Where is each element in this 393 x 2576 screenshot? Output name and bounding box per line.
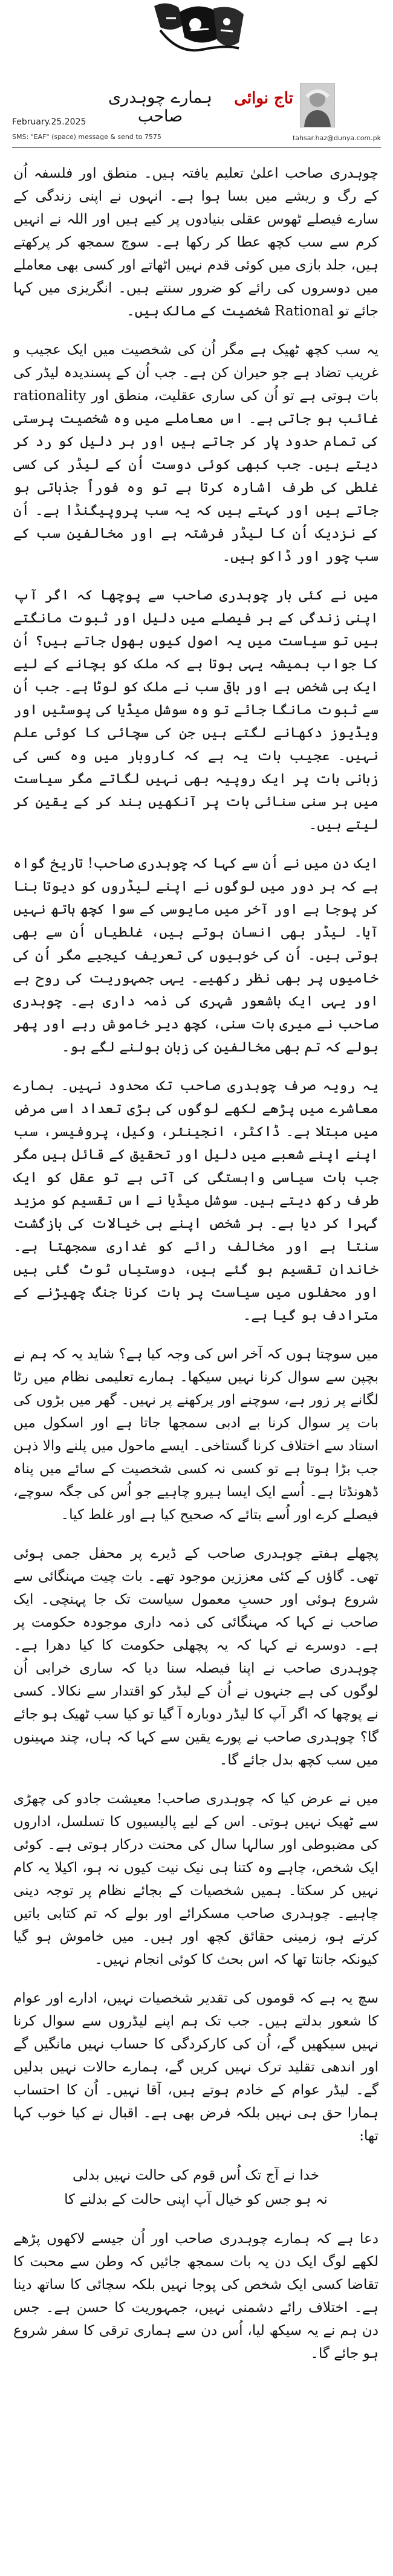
paragraph: دعا ہے کہ ہمارے چوہدری صاحب اور اُن جیسے لاکھوں پڑھے لکھے لوگ ایک دن یہ بات سمجھ جائیں کہ وطن سے محبت کا تقاضا کسی ایک شخص کی پوجا نہیں بلکہ سچائی کا ساتھ دینا ہے۔ اختلاف رائے دشمنی نہیں، جمہوریت کا حسن ہے۔ جس دن ہم نے یہ سیکھ لیا، اُس دن سے ہماری ترقی کا سفر شروع ہو جائے گا۔	[13, 2231, 378, 2361]
logo-graphic	[142, 0, 252, 60]
author-email[interactable]: tahsar.haz@dunya.com.pk	[292, 134, 381, 142]
paragraph: ایک دن میں نے اُن سے کہا کہ چوہدری صاحب! تاریخ گواہ ہے کہ ہر دور میں لوگوں نے اپنے لیڈروں کو دیوتا بنا کر پوجا ہے اور آخر میں مایوسی کے سوا کچھ ہاتھ نہیں آیا۔ لیڈر بھی انسان ہوتے ہیں، غلطیاں اُن سے بھی ہوتی ہیں۔ اُن کی خوبیوں کی تعریف کیجیے مگر اُن کی خامیوں پر بھی نظر رکھیے۔ یہی جمہوریت کی روح ہے اور یہی ایک باشعور شہری کی ذمہ داری ہے۔ چوہدری صاحب نے میری بات سنی، کچھ دیر خاموش رہے اور پھر بولے کہ تم بھی مخالفین کی زبان بولنے لگے ہو۔	[13, 856, 378, 1055]
poetry-verse: خدا نے آج تک اُس قوم کی حالت نہیں بدلی نہ ہو جس کو خیال آپ اپنی حالت کے بدلنے کا	[64, 2168, 328, 2207]
paragraph: پچھلے ہفتے چوہدری صاحب کے ڈیرے پر محفل جمی ہوئی تھی۔ گاؤں کے کئی معززین موجود تھے۔ بات چیت مہنگائی سے شروع ہوئی اور حسبِ معمول سیاست تک جا پہنچی۔ ایک صاحب نے کہا کہ مہنگائی کی ذمہ داری موجودہ حکومت پر ہے۔ دوسرے نے کہا کہ یہ پچھلی حکومت کا کیا دھرا ہے۔ چوہدری صاحب نے اپنا فیصلہ سنا دیا کہ ساری خرابی اُن لوگوں کی ہے جنہوں نے اُن کے لیڈر کو اقتدار سے نکالا۔ کسی نے پوچھا کہ اگر آپ کا لیڈر دوبارہ آ گیا تو کیا سب ٹھیک ہو جائے گا؟ چوہدری صاحب نے پورے یقین سے کہا کہ ہاں، چند مہینوں میں سب کچھ بدل جائے گا۔	[13, 1546, 378, 1768]
author-photo	[300, 83, 335, 128]
column-header	[0, 80, 393, 162]
paragraph: چوہدری صاحب اعلیٰ تعلیم یافتہ ہیں۔ منطق اور فلسفہ اُن کے رگ و ریشے میں بسا ہوا ہے۔ انہوں نے اپنی زندگی کے سارے فیصلے ٹھوس عقلی بنیادوں پر کیے ہیں اور اللہ نے انہیں کرم سے سب کچھ عطا کر رکھا ہے۔ سوچ سمجھ کر پرکھتے ہیں، جلد بازی میں کوئی قدم نہیں اٹھاتے اور کسی بھی معاملے میں دوسروں کی رائے کو ضرور سنتے ہیں۔ انگریزی میں کہا جائے تو Rational شخصیت کے مالک ہیں۔	[13, 166, 378, 319]
paragraph: میں نے کئی بار چوہدری صاحب سے پوچھا کہ اگر آپ اپنی زندگی کے ہر فیصلے میں دلیل اور ثبوت مانگتے ہیں تو سیاست میں یہ اصول کیوں بھول جاتے ہیں؟ اُن کا جواب ہمیشہ یہی ہوتا ہے کہ ملک کو بچانے کے لیے ایک ہی شخص ہے اور باقی سب نے ملک کو لوٹا ہے۔ جب اُن سے ثبوت مانگا جائے تو وہ سوشل میڈیا کی پوسٹیں اور ویڈیوز دکھانے لگتے ہیں جن کی سچائی کا کوئی علم نہیں۔ عجیب بات یہ ہے کہ کاروبار میں وہ کسی کی زبانی بات پر ایک روپیہ بھی نہیں لگاتے مگر سیاست میں ہر سنی سنائی بات پر آنکھیں بند کر کے یقین کر لیتے ہیں۔	[13, 587, 378, 833]
newspaper-logo	[142, 0, 252, 60]
publish-date: February.25.2025	[12, 117, 86, 127]
sms-contact: SMS: "EAF" (space) message & send to 7575	[12, 133, 161, 141]
paragraph: سچ یہ ہے کہ قوموں کی تقدیر شخصیات نہیں، ادارے اور عوام کا شعور بدلتے ہیں۔ جب تک ہم اپنے لیڈروں سے سوال کرنا نہیں سیکھیں گے، اُن کی کارکردگی کا حساب نہیں مانگیں گے اور اندھی تقلید ترک نہیں کریں گے، ہمارے حالات نہیں بدلیں گے۔ لیڈر عوام کے خادم ہوتے ہیں، آقا نہیں۔ اُن کا احتساب ہمارا حق ہی نہیں بلکہ فرض بھی ہے۔ اقبال نے کیا خوب کہا تھا:	[13, 1990, 378, 2144]
paragraph: میں نے عرض کیا کہ چوہدری صاحب! معیشت جادو کی چھڑی سے ٹھیک نہیں ہوتی۔ اس کے لیے پالیسیوں کا تسلسل، اداروں کی مضبوطی اور سالہا سال کی محنت درکار ہوتی ہے۔ کوئی ایک شخص، چاہے وہ کتنا ہی نیک نیت کیوں نہ ہو، اکیلا یہ کام نہیں کر سکتا۔ ہمیں شخصیات کے بجائے نظام پر توجہ دینی چاہیے۔ چوہدری صاحب مسکرائے اور بولے کہ تم کتابی باتیں کرتے ہو، زمینی حقائق کچھ اور ہیں۔ میں خاموش ہو گیا کیونکہ جانتا تھا کہ اس بحث کا کوئی انجام نہیں۔	[13, 1791, 378, 1968]
article-body	[13, 162, 378, 2564]
author-name: تاج نوائی	[234, 89, 293, 108]
paragraph: میں سوچتا ہوں کہ آخر اس کی وجہ کیا ہے؟ شاید یہ کہ ہم نے بچپن سے سوال کرنا نہیں سیکھا۔ ہمارے تعلیمی نظام میں رٹا لگانے پر زور ہے، سوچنے اور پرکھنے پر نہیں۔ گھر میں بڑوں کی بات پر سوال کرنا بے ادبی سمجھا جاتا ہے اور اسکول میں استاد سے اختلاف کرنا گستاخی۔ ایسے ماحول میں پلنے والا ذہن جب بڑا ہوتا ہے تو کسی نہ کسی شخصیت کے سائے میں پناہ ڈھونڈتا ہے۔ اُسے ایک ایسا ہیرو چاہیے جو اُس کی جگہ سوچے، فیصلے کرے اور اُسے بتائے کہ صحیح کیا ہے اور غلط کیا۔	[13, 1346, 378, 1523]
paragraph: یہ سب کچھ ٹھیک ہے مگر اُن کی شخصیت میں ایک عجیب و غریب تضاد ہے جو حیران کن ہے۔ جب اُن کے پسندیدہ لیڈر کی بات ہوتی ہے تو اُن کی ساری عقلیت، منطق اور rationality غائب ہو جاتی ہے۔ اس معاملے میں وہ شخصیت پرستی کی تمام حدود پار کر جاتے ہیں اور ہر دلیل کو رد کر دیتے ہیں۔ جب کبھی کوئی دوست اُن کے لیڈر کی کسی غلطی کی طرف اشارہ کرتا ہے تو وہ فوراً جذباتی ہو جاتے ہیں اور کہتے ہیں کہ یہ سب پروپیگنڈا ہے۔ اُن کے نزدیک اُن کا لیڈر فرشتہ ہے اور مخالفین سب کے سب چور اور ڈاکو ہیں۔	[13, 342, 378, 564]
paragraph: یہ رویہ صرف چوہدری صاحب تک محدود نہیں۔ ہمارے معاشرے میں پڑھے لکھے لوگوں کی بڑی تعداد اسی مرض میں مبتلا ہے۔ ڈاکٹر، انجینئر، وکیل، پروفیسر، سب اپنے اپنے شعبے میں دلیل اور تحقیق کے قائل ہیں مگر جب بات سیاسی وابستگی کی آتی ہے تو عقل کو ایک طرف رکھ دیتے ہیں۔ سوشل میڈیا نے اس تقسیم کو مزید گہرا کر دیا ہے۔ ہر شخص اپنے ہی خیالات کی بازگشت سنتا ہے اور مخالف رائے کو غداری سمجھتا ہے۔ خاندان تقسیم ہو گئے ہیں، دوستیاں ٹوٹ گئی ہیں اور محفلوں میں سیاست پر بات کرنا جنگ چھیڑنے کے مترادف ہو گیا ہے۔	[13, 1078, 378, 1323]
header-divider	[12, 147, 381, 148]
author-portrait-icon	[300, 83, 334, 127]
column-title: ہمارے چوہدری صاحب	[108, 88, 212, 126]
